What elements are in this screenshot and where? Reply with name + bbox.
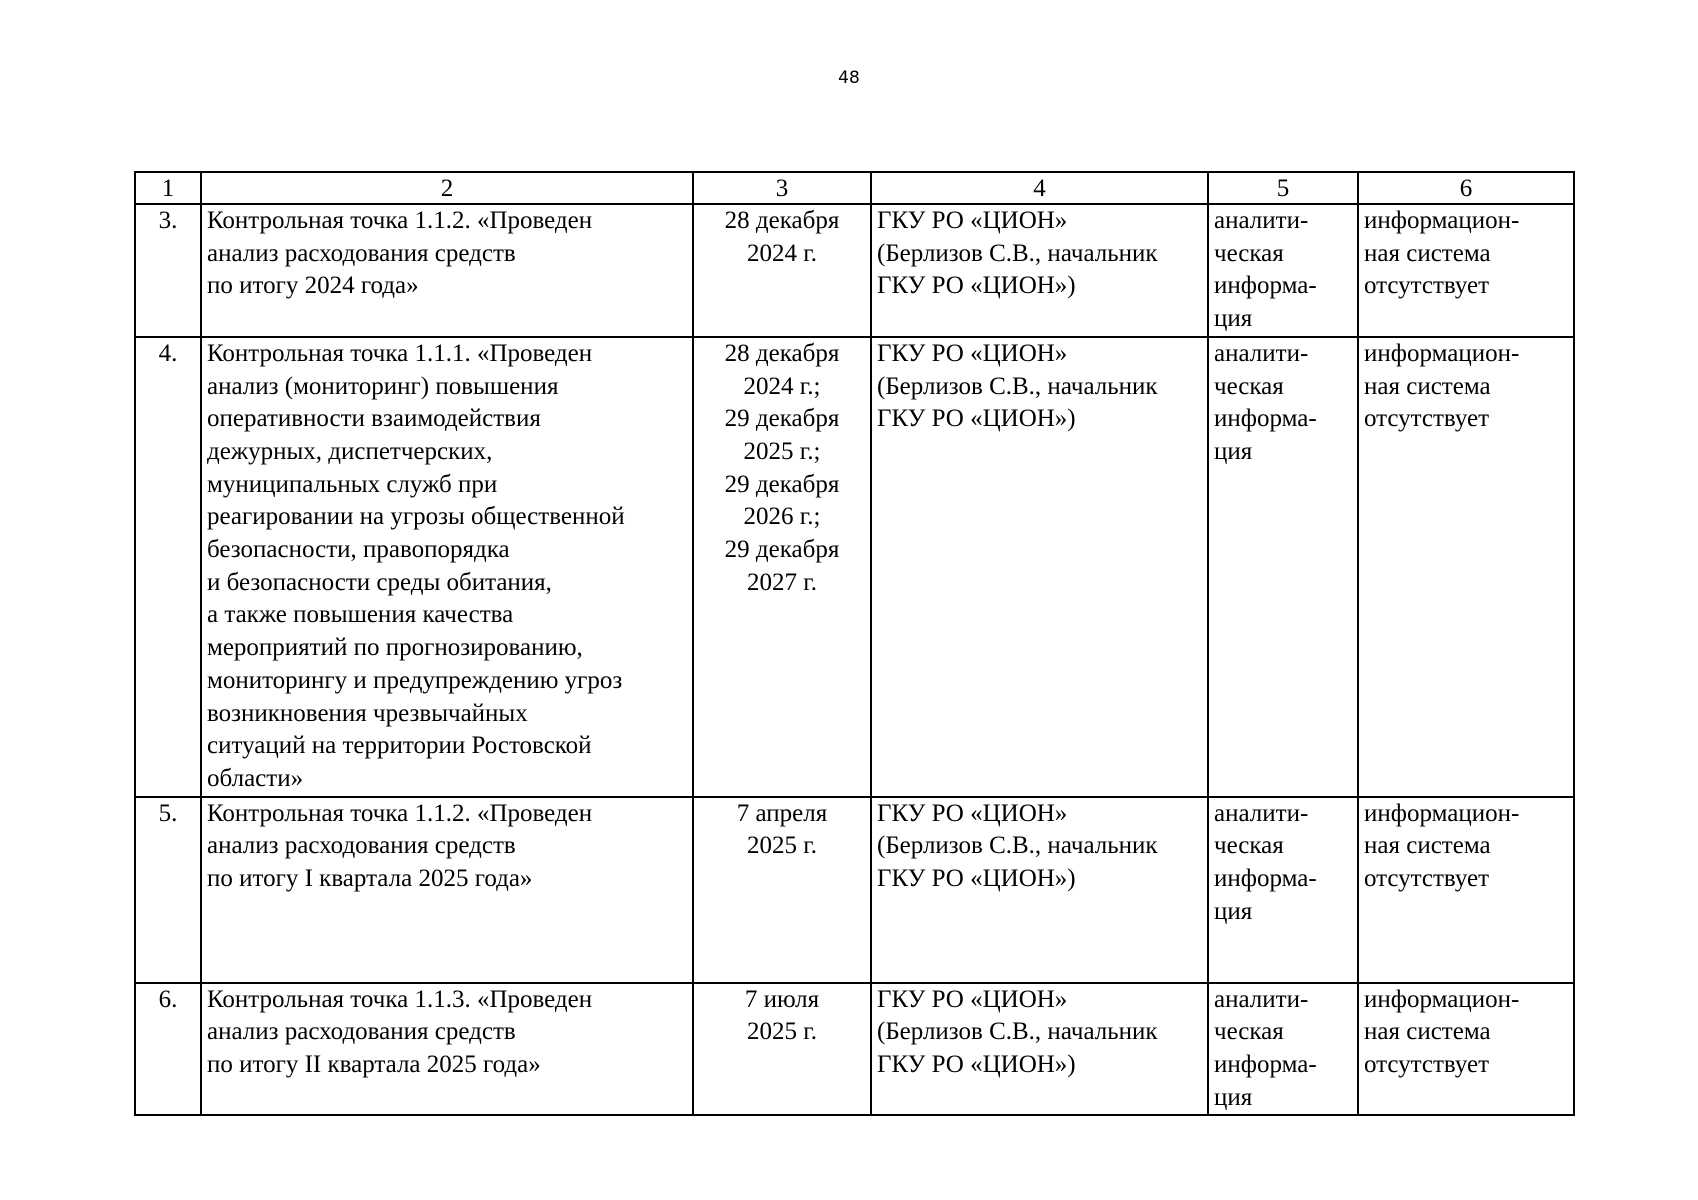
- document-type: аналити- ческая информа- ция: [1208, 797, 1358, 983]
- document-type: аналити- ческая информа- ция: [1208, 983, 1358, 1116]
- table-row: [135, 204, 1574, 337]
- information-system: информацион- ная система отсутствует: [1358, 797, 1574, 983]
- page-number: 48: [838, 68, 860, 88]
- row-number: 4.: [135, 337, 201, 797]
- row-number: 3.: [135, 204, 201, 337]
- row-number: 6.: [135, 983, 201, 1116]
- control-points-table: [134, 171, 1575, 1116]
- header-cell-1: 1: [135, 172, 201, 204]
- control-point-description: Контрольная точка 1.1.3. «Проведен анализ расходования средств по итогу II квартала 2025 года»: [201, 983, 693, 1116]
- table-row: [135, 983, 1574, 1116]
- row-number: 5.: [135, 797, 201, 983]
- header-cell-2: 2: [201, 172, 693, 204]
- table-header-row: [135, 172, 1574, 204]
- responsible-executor: ГКУ РО «ЦИОН» (Берлизов С.В., начальник ГКУ РО «ЦИОН»): [871, 204, 1208, 337]
- information-system: информацион- ная система отсутствует: [1358, 337, 1574, 797]
- responsible-executor: ГКУ РО «ЦИОН» (Берлизов С.В., начальник ГКУ РО «ЦИОН»): [871, 337, 1208, 797]
- control-point-description: Контрольная точка 1.1.2. «Проведен анализ расходования средств по итогу 2024 года»: [201, 204, 693, 337]
- responsible-executor: ГКУ РО «ЦИОН» (Берлизов С.В., начальник ГКУ РО «ЦИОН»): [871, 983, 1208, 1116]
- header-cell-4: 4: [871, 172, 1208, 204]
- deadline-date: 28 декабря 2024 г.: [693, 204, 871, 337]
- deadline-date: 28 декабря 2024 г.; 29 декабря 2025 г.; 29 декабря 2026 г.; 29 декабря 2027 г.: [693, 337, 871, 797]
- header-cell-3: 3: [693, 172, 871, 204]
- responsible-executor: ГКУ РО «ЦИОН» (Берлизов С.В., начальник ГКУ РО «ЦИОН»): [871, 797, 1208, 983]
- table-row: [135, 337, 1574, 797]
- information-system: информацион- ная система отсутствует: [1358, 204, 1574, 337]
- document-type: аналити- ческая информа- ция: [1208, 337, 1358, 797]
- header-cell-5: 5: [1208, 172, 1358, 204]
- table-row: [135, 797, 1574, 983]
- control-point-description: Контрольная точка 1.1.2. «Проведен анализ расходования средств по итогу I квартала 2025 года»: [201, 797, 693, 983]
- deadline-date: 7 апреля 2025 г.: [693, 797, 871, 983]
- control-point-description: Контрольная точка 1.1.1. «Проведен анализ (мониторинг) повышения оперативности взаимодействия дежурных, диспетчерских, муниципальных служб при реагировании на угрозы общественной безопасности, правопорядка и безопасности среды обитания, а также повышения качества мероприятий по прогнозированию, мониторингу и предупреждению угроз возникновения чрезвычайных ситуаций на территории Ростовской области»: [201, 337, 693, 797]
- document-type: аналити- ческая информа- ция: [1208, 204, 1358, 337]
- deadline-date: 7 июля 2025 г.: [693, 983, 871, 1116]
- header-cell-6: 6: [1358, 172, 1574, 204]
- information-system: информацион- ная система отсутствует: [1358, 983, 1574, 1116]
